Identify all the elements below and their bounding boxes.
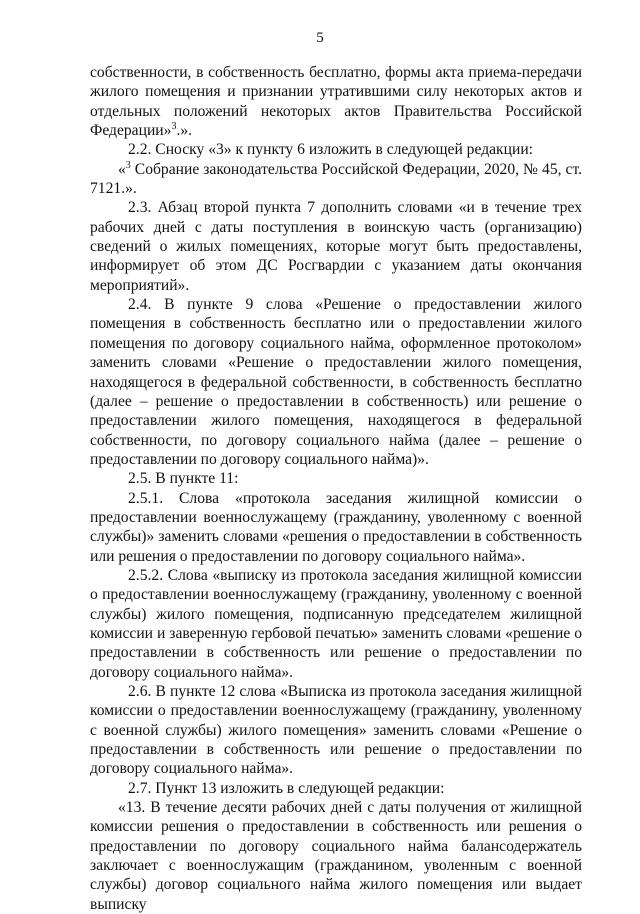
document-body	[90, 63, 582, 914]
paragraph-2-7	[90, 779, 582, 798]
paragraph-text: 2.6. В пункте 12 слова «Выписка из протокола заседания жилищной комиссии о предоставлении военнослужащему (гражданину, уволенному с военной службы) жилого помещения» заменить словами «Решение о предоставлении в собственность или решение о предоставлении по договору социального найма».	[90, 683, 582, 778]
paragraph-text: 2.5.2. Слова «выписку из протокола заседания жилищной комиссии о предоставлении военнослужащему (гражданину, уволенному с военной службы) жилого помещения, подписанную председателем жилищной комиссии и заверенную гербовой печатью» заменить словами «решение о предоставлении в собственность или решение о предоставлении по договору социального найма».	[90, 566, 582, 681]
paragraph-2-6	[90, 682, 582, 779]
page-number: 5	[316, 30, 324, 46]
paragraph-text: «13. В течение десяти рабочих дней с даты получения от жилищной комиссии решения о предоставлении в собственность или решения о предоставлении по договору социального найма балансодержатель заключает с военнослужащим (гражданином, уволенным с военной службы) договор социального найма жилого помещения или выдает выписку	[90, 799, 582, 913]
paragraph-2-5-2	[90, 566, 582, 682]
paragraph-text-end: Собрание законодательства Российской Федерации, 2020, № 45, ст. 7121.».	[90, 160, 582, 198]
paragraph-text: 2.4. В пункте 9 слова «Решение о предоставлении жилого помещения в собственность бесплатно или о предоставлении жилого помещения по договору социального найма, оформленное протоколом» заменить словами «Решение о предоставлении жилого помещения, находящегося в федеральной собственности, в собственность бесплатно (далее – решение о предоставлении в собственность) или решение о предоставлении жилого помещения, находящегося в федеральной собственности, по договору социального найма (далее – решение о предоставлении по договору социального найма)».	[90, 296, 582, 468]
paragraph-text: 2.2. Сноску «3» к пункту 6 изложить в следующей редакции:	[128, 141, 533, 159]
paragraph-2-5-1	[90, 489, 582, 566]
paragraph-text: собственности, в собственность бесплатно, формы акта приема-передачи жилого помещения и признании утратившими силу некоторых актов и отдельных положений некоторых актов Правительства Российской Федерации»	[90, 64, 582, 140]
paragraph-2-3	[90, 198, 582, 295]
paragraph-2-2	[90, 140, 582, 159]
paragraph-text: 2.3. Абзац второй пункта 7 дополнить словами «и в течение трех рабочих дней с даты поступления в воинскую часть (организацию) сведений о жилых помещениях, которые могут быть предоставлены, информирует об этом ДС Росгвардии с указанием даты окончания мероприятий».	[90, 199, 582, 294]
paragraph-text: 2.5.1. Слова «протокола заседания жилищной комиссии о предоставлении военнослужащему (гражданину, уволенному с военной службы)» заменить словами «решения о предоставлении в собственность или решения о предоставлении по договору социального найма».	[90, 489, 582, 565]
paragraph-continuation	[90, 63, 582, 140]
footnote-ref: 3	[171, 121, 177, 133]
paragraph-2-5	[90, 469, 582, 488]
footnote-text-paragraph	[90, 160, 582, 199]
paragraph-text-end: .».	[176, 122, 193, 140]
paragraph-2-4	[90, 295, 582, 469]
paragraph-text: «	[118, 160, 126, 178]
footnote-ref: 3	[125, 159, 131, 171]
paragraph-text: 2.7. Пункт 13 изложить в следующей редакции:	[128, 779, 445, 797]
paragraph-13-quote	[90, 798, 582, 914]
paragraph-text: 2.5. В пункте 11:	[128, 470, 239, 488]
